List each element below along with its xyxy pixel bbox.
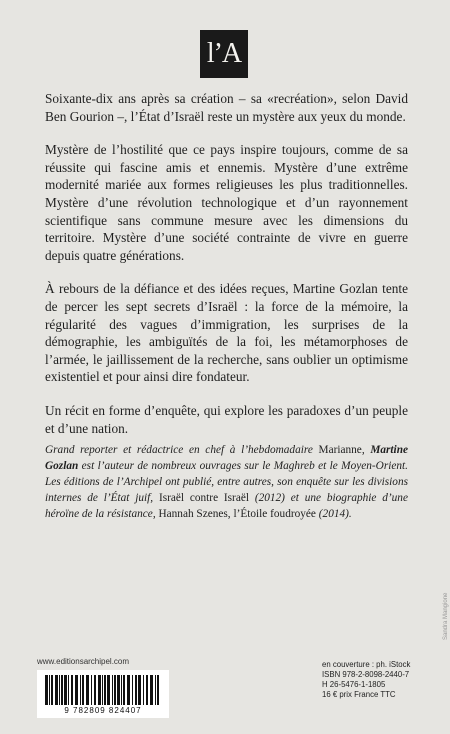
barcode-bar [123,675,125,705]
book-title: Israël contre Israël [158,492,249,504]
barcode-bar [112,675,113,705]
barcode-bar [82,675,84,705]
publisher-logo [200,30,248,78]
barcode-bar [61,675,63,705]
barcode-bar [114,675,116,705]
barcode-bar [157,675,159,705]
author-name: Martine Gozlan [45,444,408,472]
barcode-bar [75,675,78,705]
logo-text: l’A [206,38,242,69]
barcode-bar [121,675,122,705]
barcode-bar [45,675,48,705]
bio-text: Grand reporter et rédactrice en chef à l’hebdomadaire [45,444,319,456]
barcode-bar [135,675,137,705]
barcode-bar [104,675,106,705]
paragraph-conclusion: Un récit en forme d’enquête, qui explore les paradoxes d’un peuple et d’une nation. [45,402,408,436]
barcode-bar [55,675,58,705]
barcode-bar [71,675,73,705]
book-title: Hannah Szenes, l’Étoile foudroyée [158,508,316,520]
barcode-bar [117,675,120,705]
bio-text: (2012) et une biographie d’une héroïne de la résistance, [45,492,408,520]
publisher-website[interactable]: www.editionsarchipel.com [37,657,130,666]
barcode-bar [155,675,156,705]
barcode-bar [51,675,53,705]
price: 16 € prix France TTC [322,690,396,699]
paragraph-secrets: À rebours de la défiance et des idées reçues, Martine Gozlan tente de percer les sept secrets d’Israël : la force de la mémoire, la régularité des vagues d’immigration, les surprises de la démographie, les ambiguïtés de la foi, les métamorphoses de l’armée, le jaillissement de la recherche, sans oublier un optimisme existentiel et pour ainsi dire fondateur. [45,281,408,385]
barcode [37,670,169,718]
barcode-bars [45,675,161,707]
back-cover-text [45,90,408,453]
barcode-bar [102,675,103,705]
barcode-bar [64,675,67,705]
bio-text: est l’auteur de nombreux ouvrages sur le Maghreb et le Moyen-Orient. Les éditions de l’Archipel ont publié, entre autres, son enquête sur les divisions internes de l’État juif, [45,460,408,504]
product-code: H 26-5476-1-1805 [322,680,386,689]
barcode-bar [59,675,60,705]
photo-credit: Sandra Mangione [443,592,449,640]
barcode-bar [146,675,148,705]
isbn: ISBN 978-2-8098-2440-7 [322,670,410,679]
barcode-bar [80,675,81,705]
barcode-bar [98,675,101,705]
barcode-bar [127,675,130,705]
barcode-bar [94,675,96,705]
barcode-number: 9 782809 824407 [64,706,142,715]
barcode-bar [49,675,50,705]
barcode-bar [107,675,110,705]
back-cover-footer [0,640,450,734]
bio-text: , [361,444,371,456]
cover-credit: en couverture : ph. iStock [322,660,411,669]
barcode-bar [86,675,89,705]
barcode-bar [143,675,144,705]
bio-text: (2014). [315,508,352,520]
barcode-bar [150,675,153,705]
barcode-bar [132,675,133,705]
paragraph-mysteries: Mystère de l’hostilité que ce pays inspire toujours, comme de sa réussite qui fascine amis et ennemis. Mystère d’une extrême modernité mariée aux formes religieuses les plus traditionnelles. Mystère d’une révolution technologique et d’un rayonnement scientifique sans commune mesure avec les dimensions du territoire. Mystère d’une société contrainte de vivre en guerre depuis quatre générations. [45,142,408,263]
barcode-bar [68,675,69,705]
barcode-bar [138,675,141,705]
author-bio [45,442,408,522]
publication-info [322,660,432,700]
magazine-name: Marianne [318,444,362,456]
barcode-bar [91,675,92,705]
paragraph-intro: Soixante-dix ans après sa création – sa «recréation», selon David Ben Gourion –, l’État d’Israël reste un mystère aux yeux du monde. [45,91,408,124]
